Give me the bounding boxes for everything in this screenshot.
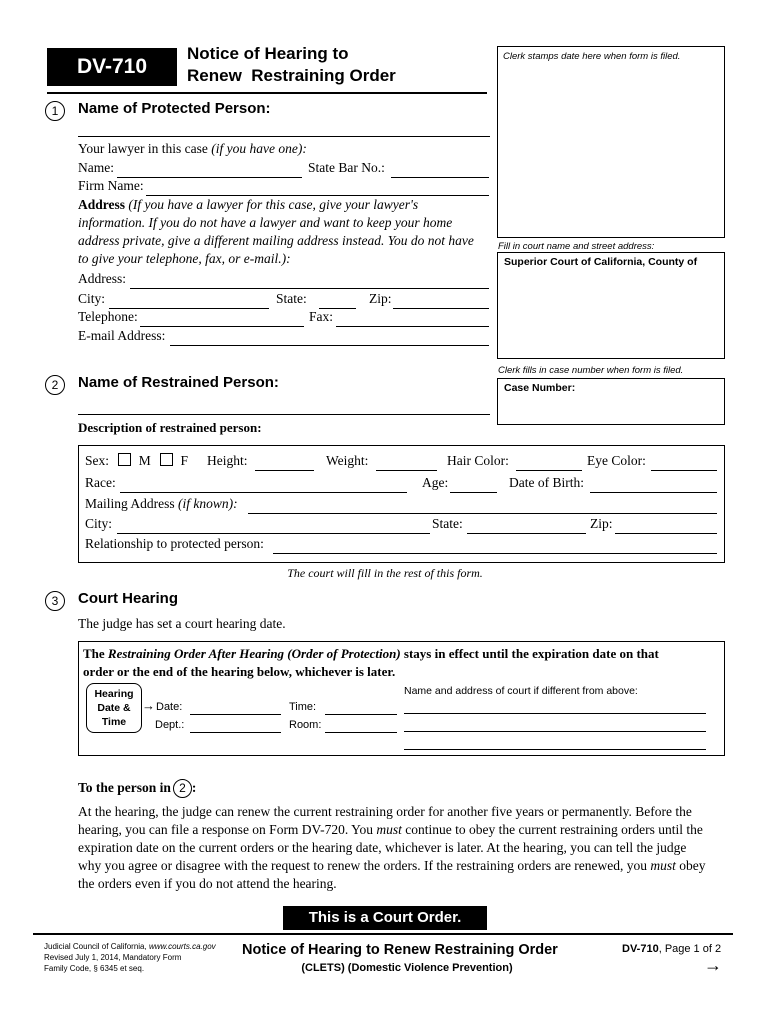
- footer-title: Notice of Hearing to Renew Restraining Order: [242, 942, 558, 958]
- notice-line4-italic: must: [650, 858, 676, 873]
- notice-line4-pre: why you agree or disagree with the request to renew the orders. If the restraining orders are renewed, you: [78, 858, 648, 873]
- next-page-arrow-icon[interactable]: →: [704, 955, 722, 975]
- clerk-stamp-box: [497, 46, 725, 238]
- address-note-line1: (If you have a lawyer for this case, give your lawyer's: [128, 197, 419, 212]
- hearing-badge: [86, 683, 142, 733]
- mailing-address-group: [85, 496, 238, 512]
- order-pre: The: [83, 646, 105, 661]
- footer-subtitle: (CLETS) (Domestic Violence Prevention): [301, 962, 513, 974]
- court-address-label: Name and address of court if different from above:: [404, 685, 638, 697]
- hearing-dept-field[interactable]: [190, 732, 281, 733]
- notice-line2-pre: hearing, you can file a response on Form DV-720. You: [78, 822, 373, 837]
- mailing-address-label: Mailing Address: [85, 496, 175, 511]
- section-3-title: Court Hearing: [78, 590, 179, 607]
- lawyer-intro-text: Your lawyer in this case: [78, 141, 208, 156]
- protected-name-field[interactable]: [78, 136, 490, 137]
- race-label: Race:: [85, 475, 116, 490]
- court-fill-note: The court will fill in the rest of this form.: [287, 566, 483, 580]
- state-bar-label: State Bar No.:: [308, 160, 385, 175]
- relationship-label: Relationship to protected person:: [85, 536, 264, 551]
- hair-color-field[interactable]: [516, 470, 582, 471]
- hearing-date-label: Date:: [156, 701, 183, 713]
- hearing-time-field[interactable]: [325, 714, 397, 715]
- dob-field[interactable]: [590, 492, 717, 493]
- eye-color-field[interactable]: [651, 470, 717, 471]
- hearing-room-label: Room:: [289, 719, 322, 731]
- zip-label: Zip:: [369, 291, 392, 306]
- hearing-badge-line2: Date &: [97, 702, 131, 714]
- order-statement-line2: order or the end of the hearing below, whichever is later.: [83, 664, 396, 679]
- sex-group: [85, 453, 188, 469]
- restrained-zip-label: Zip:: [590, 516, 613, 531]
- to-person-number: 2: [173, 779, 192, 798]
- court-address-field-2[interactable]: [404, 731, 706, 732]
- email-field[interactable]: [170, 345, 489, 346]
- hearing-intro: The judge has set a court hearing date.: [78, 616, 286, 631]
- hearing-dept-label: Dept.:: [155, 719, 185, 731]
- state-label: State:: [276, 291, 307, 306]
- address-note-bold: Address: [78, 197, 126, 212]
- restrained-state-field[interactable]: [467, 533, 586, 534]
- restrained-state-label: State:: [432, 516, 463, 531]
- restrained-city-field[interactable]: [117, 533, 430, 534]
- age-label: Age:: [422, 475, 449, 490]
- footer-council: [44, 941, 216, 974]
- hearing-room-field[interactable]: [325, 732, 397, 733]
- fax-field[interactable]: [336, 326, 489, 327]
- section-1-number: 1: [45, 101, 65, 121]
- lawyer-name-field[interactable]: [117, 177, 302, 178]
- case-number-note: Clerk fills in case number when form is filed.: [498, 365, 684, 376]
- order-statement-line1: [83, 646, 659, 662]
- telephone-field[interactable]: [140, 326, 304, 327]
- sex-f-label: F: [180, 453, 189, 468]
- hearing-time-label: Time:: [289, 701, 317, 713]
- race-field[interactable]: [120, 492, 407, 493]
- address-label: Address:: [78, 271, 126, 286]
- weight-label: Weight:: [326, 453, 369, 468]
- footer-council-url: www.courts.ca.gov: [148, 942, 216, 951]
- section-2-title: Name of Restrained Person:: [78, 374, 279, 391]
- court-name-box[interactable]: [497, 252, 725, 359]
- to-person-pre: To the person in: [78, 780, 171, 795]
- hearing-date-field[interactable]: [190, 714, 281, 715]
- restrained-zip-field[interactable]: [615, 533, 717, 534]
- lawyer-intro: [78, 141, 307, 157]
- footer-page-label: , Page 1 of 2: [658, 943, 722, 955]
- height-label: Height:: [207, 453, 248, 468]
- state-bar-field[interactable]: [391, 177, 489, 178]
- mailing-address-italic: (if known):: [178, 496, 238, 511]
- address-note: [78, 196, 493, 268]
- relationship-field[interactable]: [273, 553, 717, 554]
- court-address-field-1[interactable]: [404, 713, 706, 714]
- order-post: stays in effect until the expiration date on that: [403, 646, 659, 661]
- lawyer-name-label: Name:: [78, 160, 114, 175]
- section-3-number: 3: [45, 591, 65, 611]
- form-title-line2: Renew Restraining Order: [187, 66, 396, 85]
- order-italic: Restraining Order After Hearing (Order of Protection): [107, 646, 401, 661]
- sex-f-checkbox[interactable]: [160, 453, 173, 466]
- eye-color-label: Eye Color:: [587, 453, 646, 468]
- address-note-line4: to give your telephone, fax, or e-mail.):: [78, 251, 291, 266]
- to-person-post: :: [191, 780, 197, 795]
- hair-color-label: Hair Color:: [447, 453, 509, 468]
- footer-council-line3: Family Code, § 6345 et seq.: [44, 964, 145, 973]
- sex-m-label: M: [138, 453, 151, 468]
- case-number-label: Case Number:: [504, 382, 576, 394]
- section-1-title: Name of Protected Person:: [78, 100, 271, 117]
- clerk-stamp-note: Clerk stamps date here when form is filed.: [503, 51, 681, 62]
- footer-form-code: DV-710: [622, 943, 659, 955]
- address-note-line2: information. If you do not have a lawyer and want to keep your home: [78, 215, 453, 230]
- footer-council-line2: Revised July 1, 2014, Mandatory Form: [44, 953, 182, 962]
- court-name-label: Superior Court of California, County of: [504, 256, 698, 268]
- address-field[interactable]: [130, 288, 489, 289]
- court-address-field-3[interactable]: [404, 749, 706, 750]
- firm-name-label: Firm Name:: [78, 178, 144, 193]
- notice-line2-italic: must: [376, 822, 402, 837]
- dob-label: Date of Birth:: [509, 475, 584, 490]
- form-title-line1: Notice of Hearing to: [187, 44, 349, 63]
- description-title: Description of restrained person:: [78, 420, 262, 435]
- city-label: City:: [78, 291, 106, 306]
- notice-line4-post: obey: [679, 858, 706, 873]
- notice-line1: At the hearing, the judge can renew the current restraining order for another five years or permanently. Before the: [78, 804, 692, 819]
- email-label: E-mail Address:: [78, 328, 166, 343]
- sex-m-checkbox[interactable]: [118, 453, 131, 466]
- header-rule: [47, 92, 487, 94]
- footer-rule: [33, 933, 733, 935]
- arrow-icon: →: [142, 698, 155, 713]
- height-field[interactable]: [255, 470, 314, 471]
- notice-line5: the orders even if you do not attend the hearing.: [78, 876, 337, 891]
- mailing-address-field[interactable]: [248, 513, 717, 514]
- fax-label: Fax:: [309, 309, 334, 324]
- section-2-number: 2: [45, 375, 65, 395]
- hearing-badge-line1: Hearing: [94, 688, 134, 700]
- address-note-line3: address private, give a different mailing address instead. You do not have: [78, 233, 474, 248]
- restrained-name-field[interactable]: [78, 414, 490, 415]
- form-code-badge: DV-710: [47, 48, 177, 86]
- notice-paragraph: [78, 803, 728, 893]
- footer-page: [622, 943, 721, 955]
- weight-field[interactable]: [376, 470, 437, 471]
- telephone-label: Telephone:: [78, 309, 138, 324]
- to-person-heading: [78, 779, 196, 798]
- footer-council-line1: Judicial Council of California,: [44, 942, 147, 951]
- restrained-city-label: City:: [85, 516, 113, 531]
- notice-line4: [78, 857, 728, 875]
- hearing-badge-line3: Time: [101, 716, 127, 728]
- age-field[interactable]: [450, 492, 497, 493]
- notice-line2: [78, 821, 728, 839]
- notice-line2-post: continue to obey the current restraining orders until the: [405, 822, 703, 837]
- lawyer-intro-italic: (if you have one):: [211, 141, 307, 156]
- court-order-banner: This is a Court Order.: [283, 906, 487, 930]
- sex-label: Sex:: [85, 453, 110, 468]
- zip-field[interactable]: [393, 308, 489, 309]
- court-name-note: Fill in court name and street address:: [498, 241, 655, 252]
- notice-line3: expiration date on the current orders or the hearing date, whichever is later. At the hearing, you can tell the judge: [78, 840, 687, 855]
